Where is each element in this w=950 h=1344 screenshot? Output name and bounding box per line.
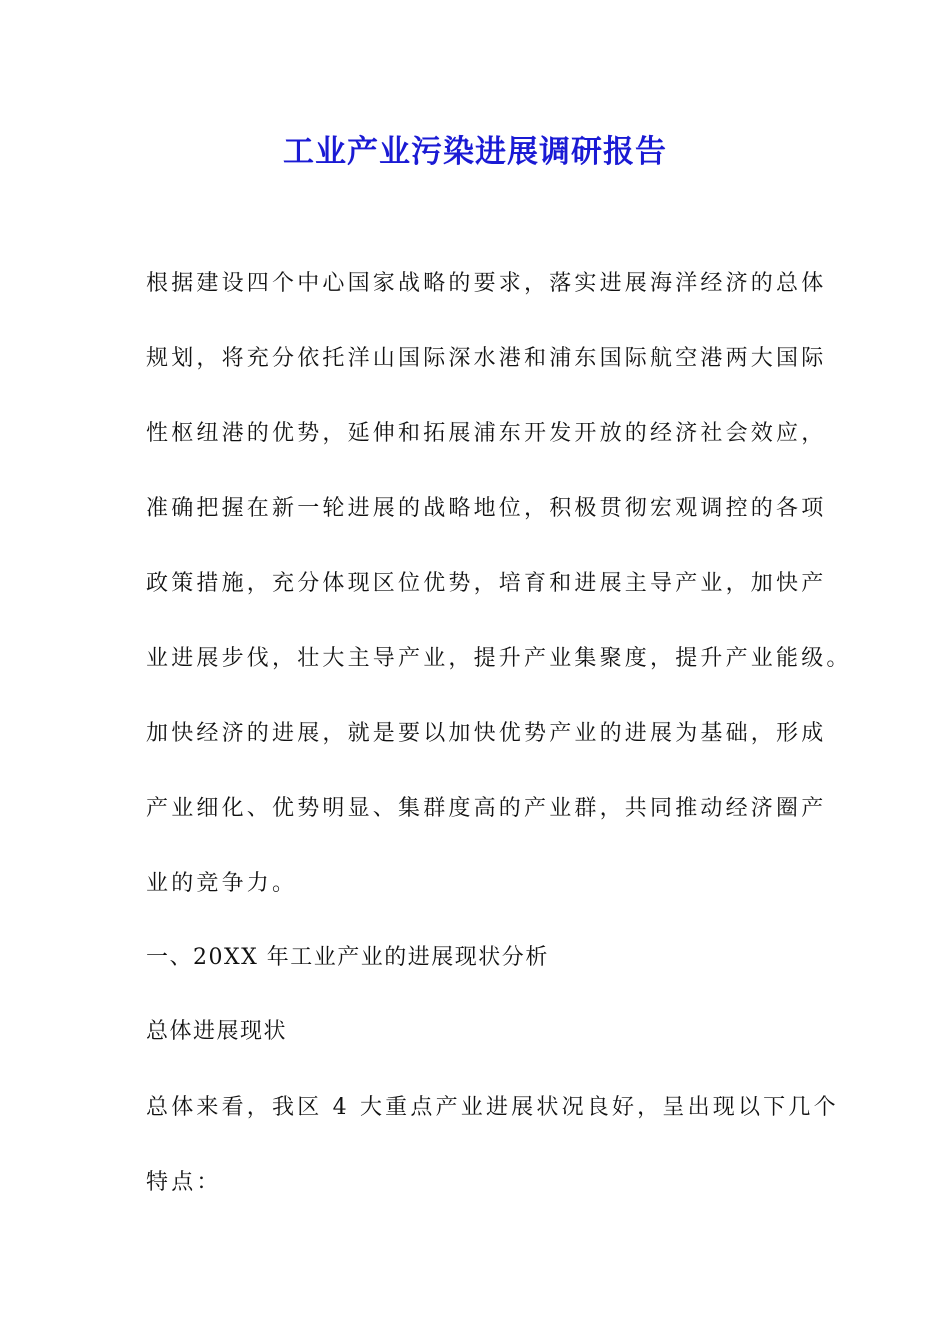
paragraph-line: 总体来看，我区 4 大重点产业进展状况良好，呈出现以下几个 — [146, 1095, 839, 1120]
section-heading: 一、20XX 年工业产业的进展现状分析 — [146, 945, 549, 970]
paragraph-line: 加快经济的进展，就是要以加快优势产业的进展为基础，形成 — [146, 721, 827, 746]
paragraph-line: 业的竞争力。 — [146, 871, 298, 896]
paragraph-line: 业进展步伐，壮大主导产业，提升产业集聚度，提升产业能级。 — [146, 646, 852, 671]
paragraph-line: 规划，将充分依托洋山国际深水港和浦东国际航空港两大国际 — [146, 346, 827, 371]
paragraph-line: 准确把握在新一轮进展的战略地位，积极贯彻宏观调控的各项 — [146, 496, 827, 521]
paragraph-line: 根据建设四个中心国家战略的要求，落实进展海洋经济的总体 — [146, 271, 827, 296]
paragraph-line: 特点： — [146, 1170, 222, 1195]
paragraph-line: 性枢纽港的优势，延伸和拓展浦东开发开放的经济社会效应， — [146, 421, 827, 446]
paragraph-line: 政策措施，充分体现区位优势，培育和进展主导产业，加快产 — [146, 571, 827, 596]
subsection-heading: 总体进展现状 — [146, 1019, 288, 1044]
paragraph-line: 产业细化、优势明显、集群度高的产业群，共同推动经济圈产 — [146, 796, 827, 821]
document-title: 工业产业污染进展调研报告 — [283, 134, 667, 170]
